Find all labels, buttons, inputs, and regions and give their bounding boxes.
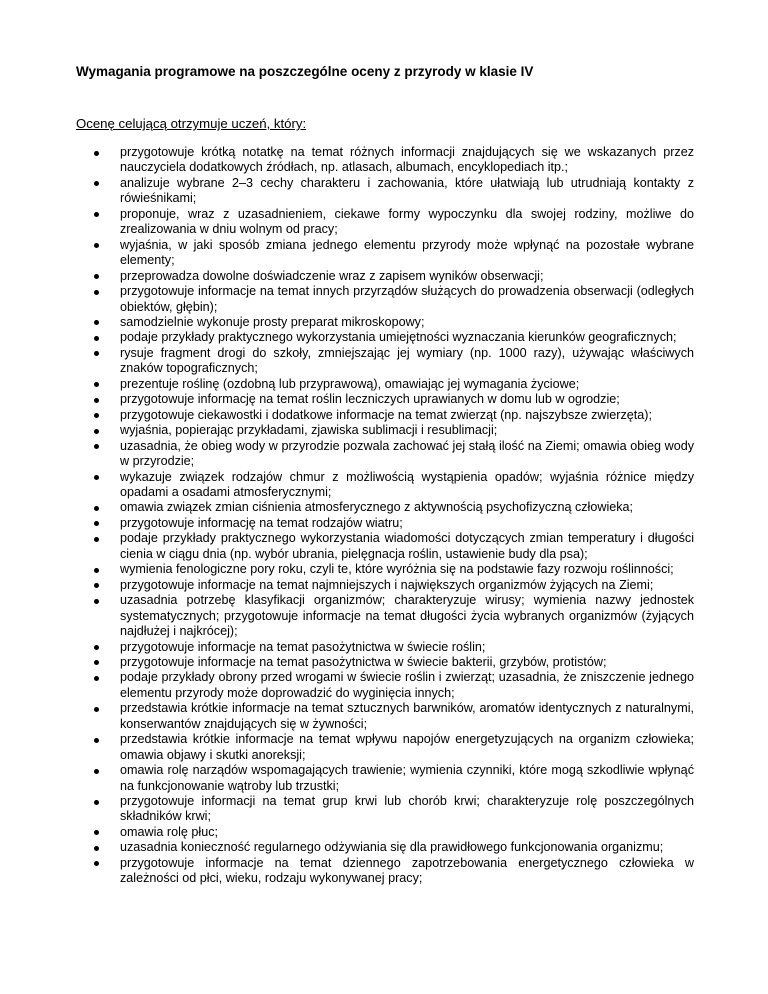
list-item: podaje przykłady praktycznego wykorzystania wiadomości dotyczących zmian temperatury i długości cienia w ciągu dnia (np. wybór ubrania, pielęgnacja roślin, ustawienie budy dla psa);	[94, 531, 694, 562]
list-item: wymienia fenologiczne pory roku, czyli te, które wyróżnia się na podstawie fazy rozwoju roślinności;	[94, 562, 694, 577]
list-item: omawia rolę płuc;	[94, 825, 694, 840]
list-item: proponuje, wraz z uzasadnieniem, ciekawe formy wypoczynku dla swojej rodziny, możliwe do zrealizowania w dniu wolnym od pracy;	[94, 207, 694, 238]
list-item: przygotowuje informację na temat rodzajów wiatru;	[94, 516, 694, 531]
list-item: analizuje wybrane 2–3 cechy charakteru i zachowania, które ułatwiają lub utrudniają kontakty z rówieśnikami;	[94, 176, 694, 207]
list-item: wyjaśnia, popierając przykładami, zjawiska sublimacji i resublimacji;	[94, 423, 694, 438]
list-item: przygotowuje informacje na temat innych przyrządów służących do prowadzenia obserwacji (odległych obiektów, głębin);	[94, 284, 694, 315]
list-item: uzasadnia potrzebę klasyfikacji organizmów; charakteryzuje wirusy; wymienia nazwy jednostek systematycznych; przygotowuje informacje na temat długości życia wybranych organizmów (żyjących najdłużej i najkrócej);	[94, 593, 694, 639]
list-item: przygotowuje informacje na temat pasożytnictwa w świecie bakterii, grzybów, protistów;	[94, 655, 694, 670]
list-item: prezentuje roślinę (ozdobną lub przyprawową), omawiając jej wymagania życiowe;	[94, 377, 694, 392]
list-item: omawia związek zmian ciśnienia atmosferycznego z aktywnością psychofizyczną człowieka;	[94, 500, 694, 515]
list-item: uzasadnia, że obieg wody w przyrodzie pozwala zachować jej stałą ilość na Ziemi; omawia obieg wody w przyrodzie;	[94, 439, 694, 470]
list-item: przeprowadza dowolne doświadczenie wraz z zapisem wyników obserwacji;	[94, 269, 694, 284]
list-item: wyjaśnia, w jaki sposób zmiana jednego elementu przyrody może wpłynąć na pozostałe wybrane elementy;	[94, 238, 694, 269]
section-heading: Ocenę celującą otrzymuje uczeń, który:	[76, 116, 307, 131]
list-item: przygotowuje informacje na temat najmniejszych i największych organizmów żyjących na Ziemi;	[94, 578, 694, 593]
list-item: przygotowuje informację na temat roślin leczniczych uprawianych w domu lub w ogrodzie;	[94, 392, 694, 407]
list-item: samodzielnie wykonuje prosty preparat mikroskopowy;	[94, 315, 694, 330]
list-item: przygotowuje informacje na temat pasożytnictwa w świecie roślin;	[94, 640, 694, 655]
document-title: Wymagania programowe na poszczególne oceny z przyrody w klasie IV	[76, 64, 534, 79]
list-item: uzasadnia konieczność regularnego odżywiania się dla prawidłowego funkcjonowania organizmu;	[94, 840, 694, 855]
list-item: omawia rolę narządów wspomagających trawienie; wymienia czynniki, które mogą szkodliwie wpłynąć na funkcjonowanie wątroby lub trzustki;	[94, 763, 694, 794]
list-item: podaje przykłady obrony przed wrogami w świecie roślin i zwierząt; uzasadnia, że zniszczenie jednego elementu przyrody może doprowadzić do wyginięcia innych;	[94, 670, 694, 701]
list-item: wykazuje związek rodzajów chmur z możliwością wystąpienia opadów; wyjaśnia różnice między opadami a osadami atmosferycznymi;	[94, 470, 694, 501]
list-item: przedstawia krótkie informacje na temat wpływu napojów energetyzujących na organizm człowieka; omawia objawy i skutki anoreksji;	[94, 732, 694, 763]
list-item: przygotowuje informacji na temat grup krwi lub chorób krwi; charakteryzuje rolę poszczególnych składników krwi;	[94, 794, 694, 825]
list-item: przygotowuje ciekawostki i dodatkowe informacje na temat zwierząt (np. najszybsze zwierzęta);	[94, 408, 694, 423]
list-item: przygotowuje krótką notatkę na temat różnych informacji znajdujących się we wskazanych przez nauczyciela dodatkowych źródłach, np. atlasach, albumach, encyklopediach itp.;	[94, 145, 694, 176]
requirements-list	[94, 145, 694, 887]
list-item: podaje przykłady praktycznego wykorzystania umiejętności wyznaczania kierunków geograficznych;	[94, 330, 694, 345]
list-item: przygotowuje informacje na temat dziennego zapotrzebowania energetycznego człowieka w zależności od płci, wieku, rodzaju wykonywanej pracy;	[94, 856, 694, 887]
list-item: przedstawia krótkie informacje na temat sztucznych barwników, aromatów identycznych z naturalnymi, konserwantów znajdujących się w żywności;	[94, 701, 694, 732]
list-item: rysuje fragment drogi do szkoły, zmniejszając jej wymiary (np. 1000 razy), używając właściwych znaków topograficznych;	[94, 346, 694, 377]
